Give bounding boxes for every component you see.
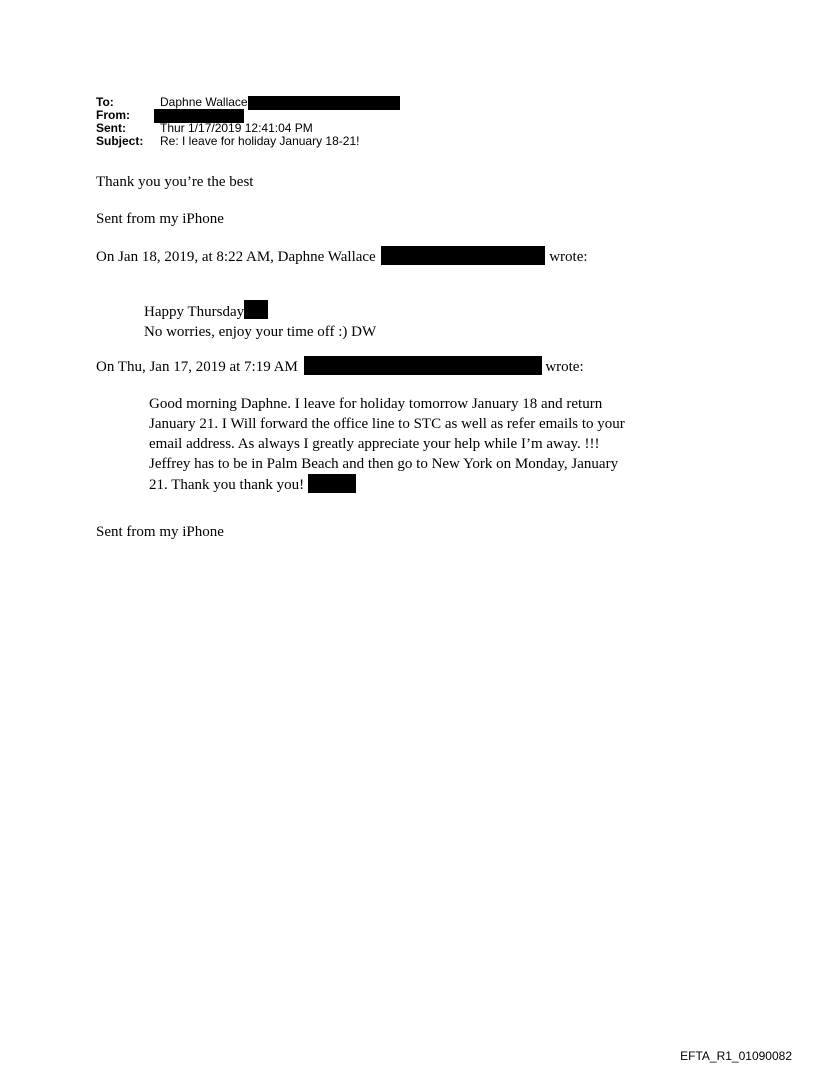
quote-attribution [96, 356, 584, 378]
quoted-line: No worries, enjoy your time off :) DW [144, 324, 377, 340]
redaction-box [381, 246, 545, 265]
document-id: EFTA_R1_01090082 [680, 1049, 792, 1063]
quote-attribution-prefix: On Jan 18, 2019, at 8:22 AM, Daphne Wallace [96, 249, 376, 265]
quoted-line [144, 300, 376, 322]
quote-attribution [96, 246, 588, 268]
quote-attribution-suffix: wrote: [545, 359, 584, 375]
sent-label: Sent: [96, 121, 126, 135]
redaction-box [244, 300, 268, 319]
reply-text: Thank you you’re the best [96, 174, 254, 190]
email-header [96, 96, 400, 148]
to-row [96, 96, 400, 109]
subject-label: Subject: [96, 134, 144, 148]
subject-row [96, 135, 400, 148]
quoted-line [149, 474, 625, 495]
redaction-box [304, 356, 542, 375]
redaction-box [248, 96, 400, 110]
quote-attribution-suffix: wrote: [549, 249, 588, 265]
signature: Sent from my iPhone [96, 211, 224, 227]
quoted-line: Jeffrey has to be in Palm Beach and then go to New York on Monday, January [149, 456, 619, 472]
quoted-message [149, 394, 625, 495]
quoted-message [144, 300, 376, 342]
subject-value: Re: I leave for holiday January 18-21! [160, 134, 360, 148]
sent-value: Thur 1/17/2019 12:41:04 PM [160, 121, 313, 135]
to-value: Daphne Wallace [160, 95, 248, 109]
greeting-text: Happy Thursday [144, 304, 245, 320]
to-label: To: [96, 95, 114, 109]
closing-text: 21. Thank you thank you! [149, 477, 305, 493]
signature: Sent from my iPhone [96, 524, 224, 540]
from-label: From: [96, 108, 130, 122]
quoted-line: email address. As always I greatly appreciate your help while I’m away. !!! [149, 436, 600, 452]
quoted-line: January 21. I Will forward the office line to STC as well as refer emails to your [149, 416, 625, 432]
quote-attribution-prefix: On Thu, Jan 17, 2019 at 7:19 AM [96, 359, 298, 375]
redaction-box [308, 474, 356, 493]
quoted-line: Good morning Daphne. I leave for holiday tomorrow January 18 and return [149, 396, 603, 412]
